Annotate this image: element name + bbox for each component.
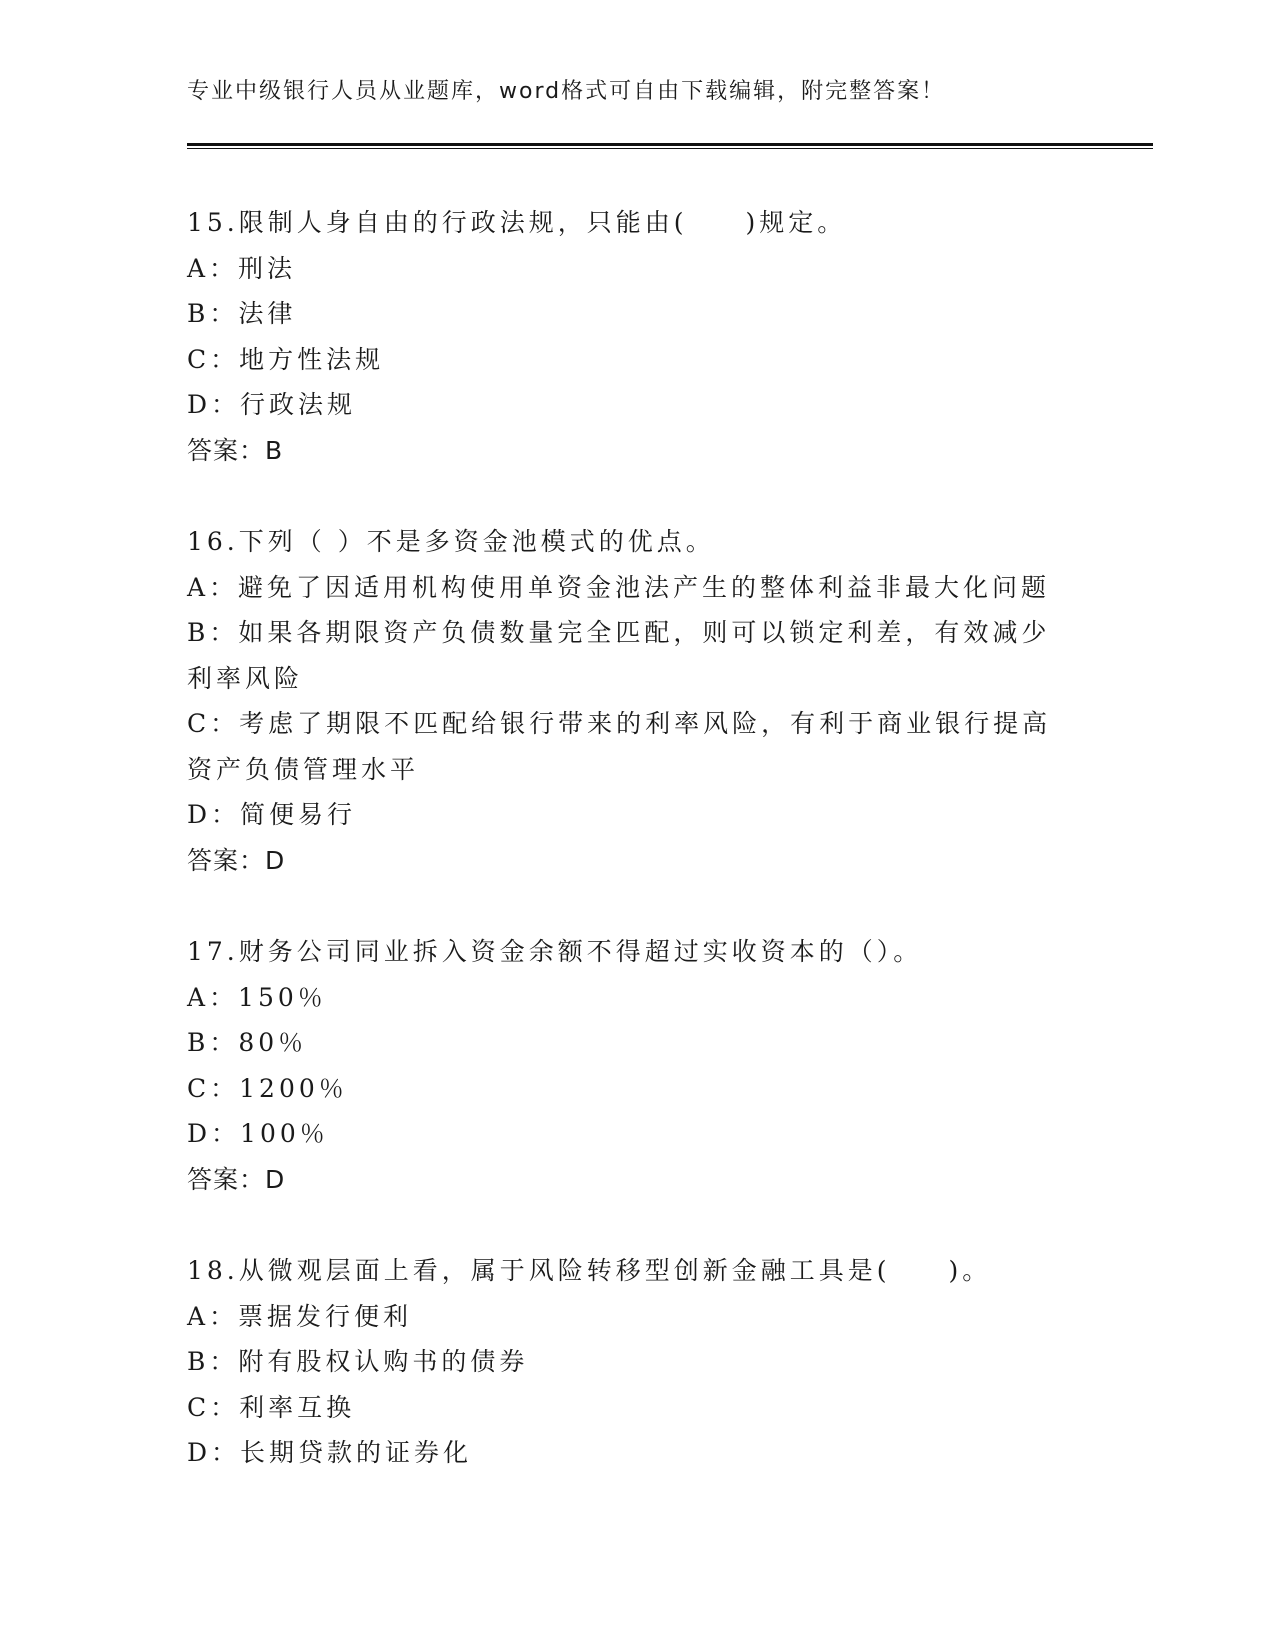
question-16 — [187, 519, 1077, 883]
question-stem: 18.从微观层面上看，属于风险转移型创新金融工具是( )。 — [187, 1256, 992, 1285]
option-d: D：100％ — [187, 1119, 329, 1148]
option-d: D：行政法规 — [187, 390, 357, 419]
header-divider — [187, 143, 1153, 149]
question-list — [187, 200, 1077, 1522]
option-a: A：150％ — [187, 982, 327, 1012]
page-header: 专业中级银行人员从业题库，word格式可自由下载编辑，附完整答案！ — [187, 79, 946, 104]
option-b: B：80％ — [187, 1028, 308, 1057]
option-b: B：法律 — [187, 299, 297, 328]
option-a: A：避免了因适用机构使用单资金池法产生的整体利益非最大化问题 — [187, 572, 1051, 602]
option-a: A：刑法 — [187, 253, 297, 283]
question-15 — [187, 200, 1077, 473]
option-a: A：票据发行便利 — [187, 1301, 413, 1331]
answer: 答案：B — [187, 435, 284, 465]
question-17 — [187, 929, 1077, 1202]
question-stem: 15.限制人身自由的行政法规，只能由( )规定。 — [187, 208, 847, 237]
answer: 答案：D — [187, 845, 286, 875]
option-c: C：考虑了期限不匹配给银行带来的利率风险，有利于商业银行提高资产负债管理水平 — [187, 709, 1052, 784]
answer: 答案：D — [187, 1164, 286, 1194]
option-c: C：1200％ — [187, 1073, 348, 1103]
option-d: D：长期贷款的证券化 — [187, 1438, 473, 1467]
option-b: B：如果各期限资产负债数量完全匹配，则可以锁定利差，有效减少利率风险 — [187, 618, 1051, 693]
question-stem: 17.财务公司同业拆入资金余额不得超过实收资本的（）。 — [187, 937, 923, 966]
option-c: C：利率互换 — [187, 1392, 356, 1422]
question-stem: 16.下列（ ）不是多资金池模式的优点。 — [187, 527, 715, 556]
option-b: B：附有股权认购书的债券 — [187, 1347, 529, 1376]
option-c: C：地方性法规 — [187, 344, 385, 374]
question-18 — [187, 1248, 1077, 1476]
option-d: D：简便易行 — [187, 800, 357, 829]
